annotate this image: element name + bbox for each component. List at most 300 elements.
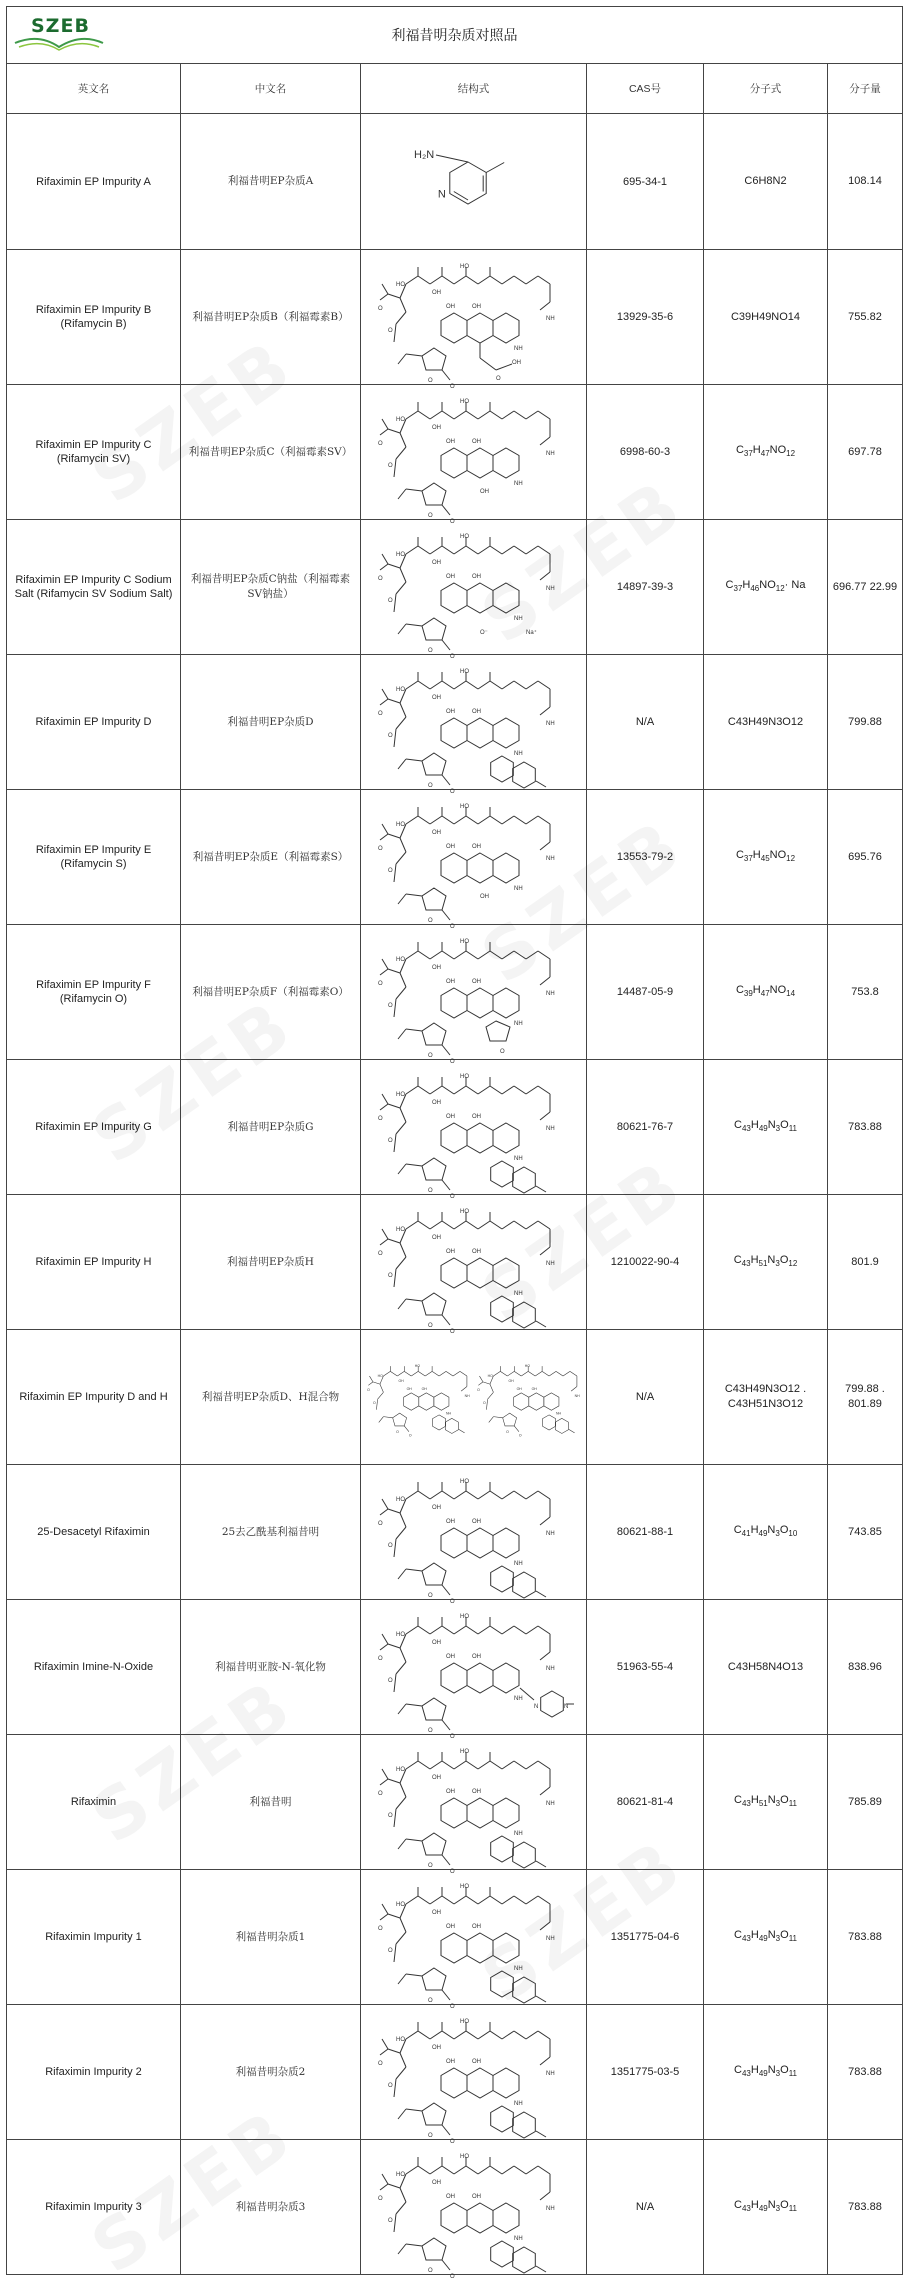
- logo-text: SZEB: [31, 15, 90, 37]
- svg-text:NH: NH: [513, 751, 523, 757]
- chemical-structure-drawing: [366, 1737, 582, 1875]
- formula-text: $C_{43}H_{49}N_3O_{11}$: [734, 2198, 797, 2214]
- chemical-structure-drawing: [366, 117, 582, 247]
- structure-cell: [361, 790, 587, 930]
- english-name-cell: Rifaximin EP Impurity H: [7, 1195, 181, 1330]
- chemical-structure-drawing: [366, 1197, 582, 1335]
- molecular-weight-cell: 755.82: [828, 250, 903, 385]
- svg-text:O: O: [449, 789, 455, 795]
- svg-text:OH: OH: [479, 894, 489, 900]
- svg-text:HO: HO: [459, 2019, 469, 2025]
- svg-text:O: O: [427, 1863, 433, 1869]
- chinese-name-cell: 利福昔明杂质1: [181, 1870, 361, 2005]
- svg-text:HO: HO: [395, 1497, 405, 1503]
- chemical-structure-drawing: [366, 792, 582, 930]
- structure-cell: [361, 1870, 587, 2010]
- table-row: [7, 1060, 903, 1195]
- svg-text:O: O: [377, 711, 383, 717]
- svg-text:O: O: [408, 1433, 412, 1438]
- chinese-name-cell: 利福昔明EP杂质B（利福霉素B）: [181, 250, 361, 385]
- svg-text:OH: OH: [431, 1640, 441, 1646]
- formula-text: $C_{43}H_{49}N_3O_{11}$: [734, 1928, 797, 1944]
- svg-text:O: O: [387, 868, 393, 874]
- chemical-structure-drawing: [366, 252, 582, 390]
- table-row: [7, 250, 903, 385]
- english-name-cell: Rifaximin EP Impurity D and H: [7, 1330, 181, 1465]
- english-name-cell: Rifaximin EP Impurity G: [7, 1060, 181, 1195]
- svg-text:O: O: [449, 2139, 455, 2145]
- header-formula: 分子式: [704, 64, 828, 114]
- svg-text:O: O: [427, 513, 433, 519]
- svg-text:O: O: [449, 2274, 455, 2280]
- molecular-formula-cell: [704, 1735, 828, 1870]
- svg-text:OH: OH: [507, 1378, 514, 1383]
- svg-text:OH: OH: [471, 1654, 481, 1660]
- svg-text:NH: NH: [513, 481, 523, 487]
- svg-text:OH: OH: [431, 290, 441, 296]
- svg-text:OH: OH: [445, 979, 455, 985]
- chemical-structure-drawing: [366, 1062, 582, 1200]
- svg-text:O: O: [518, 1433, 522, 1438]
- svg-text:O: O: [427, 2268, 433, 2274]
- document-sheet: [6, 6, 902, 2280]
- svg-text:O: O: [387, 1273, 393, 1279]
- cas-number-cell: 1210022-90-4: [587, 1195, 704, 1330]
- svg-text:NH: NH: [445, 1411, 451, 1416]
- header-english-name: 英文名: [7, 64, 181, 114]
- chemical-structure-drawing: [366, 2142, 582, 2280]
- svg-text:O: O: [377, 1116, 383, 1122]
- svg-text:NH: NH: [513, 2101, 523, 2107]
- molecular-weight-cell: 799.88: [828, 655, 903, 790]
- svg-text:O: O: [377, 441, 383, 447]
- svg-text:O: O: [495, 376, 501, 382]
- svg-text:NH: NH: [513, 1966, 523, 1972]
- formula-text: C43H49N3O12: [727, 715, 804, 728]
- chinese-name-cell: 25去乙酰基利福昔明: [181, 1465, 361, 1600]
- svg-text:OH: OH: [471, 1519, 481, 1525]
- svg-text:O: O: [427, 1728, 433, 1734]
- structure-cell: [361, 385, 587, 525]
- title-cell: [7, 7, 903, 64]
- svg-text:NH: NH: [555, 1411, 561, 1416]
- molecular-weight-cell: 697.78: [828, 385, 903, 520]
- svg-text:HO: HO: [395, 822, 405, 828]
- svg-text:O: O: [427, 1188, 433, 1194]
- molecular-formula-cell: [704, 1870, 828, 2005]
- svg-text:OH: OH: [431, 1505, 441, 1511]
- svg-text:NH: NH: [545, 451, 555, 457]
- svg-text:O: O: [366, 1388, 370, 1393]
- molecular-formula-cell: [704, 925, 828, 1060]
- cas-number-cell: 1351775-03-5: [587, 2005, 704, 2140]
- svg-text:O⁻: O⁻: [479, 630, 488, 636]
- svg-text:O: O: [387, 463, 393, 469]
- svg-text:HO: HO: [395, 552, 405, 558]
- svg-text:OH: OH: [471, 1924, 481, 1930]
- svg-text:OH: OH: [445, 1654, 455, 1660]
- svg-text:HO: HO: [459, 1074, 469, 1080]
- cas-number-cell: 14487-05-9: [587, 925, 704, 1060]
- svg-text:O: O: [499, 1049, 505, 1055]
- molecular-weight-cell: 743.85: [828, 1465, 903, 1600]
- english-name-cell: Rifaximin Impurity 3: [7, 2140, 181, 2275]
- svg-text:OH: OH: [431, 1235, 441, 1241]
- svg-text:O: O: [377, 1656, 383, 1662]
- svg-text:OH: OH: [471, 304, 481, 310]
- cas-number-cell: 1351775-04-6: [587, 1870, 704, 2005]
- svg-text:O: O: [449, 1869, 455, 1875]
- svg-text:O: O: [387, 2218, 393, 2224]
- svg-text:O: O: [377, 1521, 383, 1527]
- svg-text:HO: HO: [459, 669, 469, 675]
- molecular-weight-cell: 783.88: [828, 2140, 903, 2275]
- svg-text:O: O: [427, 2133, 433, 2139]
- svg-text:OH: OH: [471, 1249, 481, 1255]
- reference-standards-table: [6, 6, 903, 2280]
- svg-text:OH: OH: [431, 560, 441, 566]
- svg-text:OH: OH: [471, 439, 481, 445]
- svg-text:OH: OH: [431, 2180, 441, 2186]
- svg-text:O: O: [449, 1059, 455, 1065]
- chemical-structure-drawing: [366, 927, 582, 1065]
- chinese-name-cell: 利福昔明EP杂质C钠盐（利福霉素SV钠盐）: [181, 520, 361, 655]
- structure-cell: [361, 1195, 587, 1335]
- svg-text:O: O: [395, 1429, 399, 1434]
- svg-text:OH: OH: [445, 1924, 455, 1930]
- svg-text:OH: OH: [471, 844, 481, 850]
- cas-number-cell: 80621-76-7: [587, 1060, 704, 1195]
- cas-number-cell: 80621-81-4: [587, 1735, 704, 1870]
- molecular-weight-cell: 783.88: [828, 2005, 903, 2140]
- formula-text: $C_{43}H_{51}N_3O_{12}$: [733, 1253, 798, 1269]
- table-row: [7, 1330, 903, 1465]
- svg-text:OH: OH: [445, 1249, 455, 1255]
- page-title: 利福昔明杂质对照品: [391, 28, 518, 44]
- svg-text:OH: OH: [431, 830, 441, 836]
- header-chinese-name: 中文名: [181, 64, 361, 114]
- svg-text:HO: HO: [524, 1363, 530, 1368]
- svg-text:NH: NH: [513, 1561, 523, 1567]
- formula-text: C39H49NO14: [730, 310, 801, 323]
- svg-text:O: O: [505, 1429, 509, 1434]
- molecular-weight-cell: 108.14: [828, 114, 903, 250]
- english-name-cell: Rifaximin Impurity 2: [7, 2005, 181, 2140]
- svg-text:HO: HO: [459, 399, 469, 405]
- molecular-weight-cell: 785.89: [828, 1735, 903, 1870]
- svg-text:HO: HO: [395, 957, 405, 963]
- table-row: [7, 520, 903, 655]
- svg-text:NH: NH: [545, 856, 555, 862]
- svg-text:HO: HO: [459, 1749, 469, 1755]
- svg-text:O: O: [377, 981, 383, 987]
- svg-text:O: O: [427, 1323, 433, 1329]
- table-row: [7, 385, 903, 520]
- table-row: [7, 114, 903, 250]
- cas-number-cell: N/A: [587, 1330, 704, 1465]
- header-cas: CAS号: [587, 64, 704, 114]
- svg-text:NH: NH: [545, 1126, 555, 1132]
- molecular-formula-cell: [704, 1330, 828, 1465]
- svg-text:NH: NH: [545, 1531, 555, 1537]
- svg-text:NH: NH: [545, 586, 555, 592]
- table-row: [7, 1600, 903, 1735]
- svg-text:OH: OH: [445, 304, 455, 310]
- svg-text:O: O: [387, 1678, 393, 1684]
- chemical-structure-drawing: [366, 387, 582, 525]
- svg-text:HO: HO: [459, 1479, 469, 1485]
- svg-text:HO: HO: [395, 1092, 405, 1098]
- svg-text:NH: NH: [545, 991, 555, 997]
- svg-text:OH: OH: [397, 1378, 404, 1383]
- svg-text:O: O: [449, 1329, 455, 1335]
- chinese-name-cell: 利福昔明EP杂质D: [181, 655, 361, 790]
- chinese-name-cell: 利福昔明EP杂质E（利福霉素S）: [181, 790, 361, 925]
- molecular-formula-cell: [704, 1060, 828, 1195]
- molecular-weight-cell: 695.76: [828, 790, 903, 925]
- svg-text:NH: NH: [513, 1021, 523, 1027]
- table-row: [7, 1735, 903, 1870]
- cas-number-cell: 6998-60-3: [587, 385, 704, 520]
- chemical-structure-drawing: [366, 657, 582, 795]
- svg-text:NH: NH: [464, 1393, 470, 1398]
- svg-text:HO: HO: [395, 2037, 405, 2043]
- svg-text:NH: NH: [513, 886, 523, 892]
- chinese-name-cell: 利福昔明EP杂质C（利福霉素SV）: [181, 385, 361, 520]
- svg-text:OH: OH: [431, 695, 441, 701]
- svg-text:OH: OH: [421, 1386, 427, 1391]
- svg-text:O: O: [427, 1593, 433, 1599]
- english-name-cell: Rifaximin EP Impurity E (Rifamycin S): [7, 790, 181, 925]
- svg-text:NH: NH: [513, 1291, 523, 1297]
- svg-text:O: O: [449, 2004, 455, 2010]
- svg-text:HO: HO: [395, 1632, 405, 1638]
- molecular-weight-cell: 838.96: [828, 1600, 903, 1735]
- svg-text:HO: HO: [395, 417, 405, 423]
- svg-text:Na⁺: Na⁺: [525, 630, 537, 636]
- svg-text:NH: NH: [513, 346, 523, 352]
- formula-text: $C_{39}H_{47}NO_{14}$: [735, 983, 796, 999]
- english-name-cell: Rifaximin Imine-N-Oxide: [7, 1600, 181, 1735]
- svg-text:OH: OH: [516, 1386, 522, 1391]
- brand-logo: [11, 9, 107, 53]
- svg-text:HO: HO: [459, 534, 469, 540]
- chinese-name-cell: 利福昔明杂质2: [181, 2005, 361, 2140]
- svg-text:HO: HO: [459, 264, 469, 270]
- svg-text:HO: HO: [395, 282, 405, 288]
- table-row: [7, 655, 903, 790]
- svg-text:HO: HO: [459, 1884, 469, 1890]
- svg-text:O: O: [372, 1400, 376, 1405]
- formula-text: $C_{43}H_{49}N_3O_{11}$: [734, 2063, 797, 2079]
- svg-text:NH: NH: [545, 316, 555, 322]
- svg-text:OH: OH: [445, 574, 455, 580]
- svg-text:O: O: [427, 378, 433, 384]
- table-body: [7, 114, 903, 2280]
- svg-text:O: O: [387, 1948, 393, 1954]
- svg-text:OH: OH: [445, 1519, 455, 1525]
- formula-text: $C_{41}H_{49}N_3O_{10}$: [733, 1523, 798, 1539]
- svg-text:NH: NH: [513, 1831, 523, 1837]
- svg-text:O: O: [387, 598, 393, 604]
- svg-text:O: O: [449, 519, 455, 525]
- svg-text:NH: NH: [545, 1801, 555, 1807]
- svg-text:HO: HO: [377, 1374, 383, 1379]
- cas-number-cell: 80621-88-1: [587, 1465, 704, 1600]
- svg-text:O: O: [387, 733, 393, 739]
- molecular-formula-cell: [704, 790, 828, 925]
- molecular-weight-cell: 753.8: [828, 925, 903, 1060]
- svg-text:OH: OH: [471, 1114, 481, 1120]
- svg-text:O: O: [377, 576, 383, 582]
- svg-text:O: O: [387, 1138, 393, 1144]
- table-row: [7, 1195, 903, 1330]
- svg-text:OH: OH: [431, 965, 441, 971]
- cas-number-cell: 13553-79-2: [587, 790, 704, 925]
- english-name-cell: Rifaximin EP Impurity B (Rifamycin B): [7, 250, 181, 385]
- svg-text:NH: NH: [513, 616, 523, 622]
- svg-text:HO: HO: [459, 1209, 469, 1215]
- header-mw: 分子量: [828, 64, 903, 114]
- svg-text:OH: OH: [431, 1100, 441, 1106]
- svg-text:NH: NH: [513, 1696, 523, 1702]
- svg-text:OH: OH: [531, 1386, 537, 1391]
- chinese-name-cell: 利福昔明EP杂质A: [181, 114, 361, 250]
- svg-text:OH: OH: [406, 1386, 412, 1391]
- molecular-weight-cell: 799.88 . 801.89: [828, 1330, 903, 1465]
- svg-text:OH: OH: [445, 2059, 455, 2065]
- chemical-structure-drawing: [366, 1872, 582, 2010]
- english-name-cell: 25-Desacetyl Rifaximin: [7, 1465, 181, 1600]
- svg-text:HO: HO: [395, 1227, 405, 1233]
- svg-text:HO: HO: [487, 1374, 493, 1379]
- svg-text:O: O: [427, 1998, 433, 2004]
- svg-text:O: O: [449, 1734, 455, 1740]
- svg-text:O: O: [377, 846, 383, 852]
- svg-text:O: O: [377, 1926, 383, 1932]
- structure-cell: [361, 1330, 587, 1465]
- chemical-structure-drawing: [366, 1602, 582, 1740]
- svg-text:OH: OH: [445, 1114, 455, 1120]
- structure-cell: [361, 1735, 587, 1875]
- svg-text:O: O: [387, 328, 393, 334]
- svg-text:O: O: [449, 1599, 455, 1605]
- svg-text:HO: HO: [414, 1363, 420, 1368]
- svg-text:OH: OH: [471, 1789, 481, 1795]
- svg-text:H₂N: H₂N: [413, 148, 434, 161]
- svg-text:OH: OH: [471, 2059, 481, 2065]
- svg-text:NH: NH: [545, 2206, 555, 2212]
- english-name-cell: Rifaximin: [7, 1735, 181, 1870]
- svg-text:O: O: [387, 2083, 393, 2089]
- molecular-formula-cell: [704, 655, 828, 790]
- chemical-structure-drawing: [366, 1467, 582, 1605]
- cas-number-cell: 695-34-1: [587, 114, 704, 250]
- table-row: [7, 925, 903, 1060]
- chinese-name-cell: 利福昔明EP杂质F（利福霉素O）: [181, 925, 361, 1060]
- svg-text:O: O: [377, 2061, 383, 2067]
- svg-text:HO: HO: [459, 1614, 469, 1620]
- cas-number-cell: 13929-35-6: [587, 250, 704, 385]
- structure-cell: [361, 2140, 587, 2280]
- svg-text:HO: HO: [459, 804, 469, 810]
- svg-text:O: O: [387, 1543, 393, 1549]
- formula-text: $C_{37}H_{47}NO_{12}$: [735, 443, 796, 459]
- svg-text:OH: OH: [445, 709, 455, 715]
- table-row: [7, 1870, 903, 2005]
- formula-text: C6H8N2: [744, 175, 787, 187]
- svg-text:HO: HO: [459, 939, 469, 945]
- structure-cell: [361, 1600, 587, 1740]
- chinese-name-cell: 利福昔明EP杂质G: [181, 1060, 361, 1195]
- svg-text:O: O: [377, 306, 383, 312]
- structure-cell: [361, 520, 587, 660]
- english-name-cell: Rifaximin EP Impurity D: [7, 655, 181, 790]
- svg-text:O: O: [427, 783, 433, 789]
- structure-cell: [361, 925, 587, 1065]
- svg-text:OH: OH: [431, 2045, 441, 2051]
- chinese-name-cell: 利福昔明亚胺-N-氧化物: [181, 1600, 361, 1735]
- structure-cell: [361, 655, 587, 795]
- svg-text:NH: NH: [545, 1936, 555, 1942]
- svg-text:O: O: [427, 1053, 433, 1059]
- svg-text:NH: NH: [513, 1156, 523, 1162]
- cas-number-cell: 14897-39-3: [587, 520, 704, 655]
- molecular-formula-cell: [704, 1600, 828, 1735]
- svg-text:OH: OH: [431, 1910, 441, 1916]
- svg-text:OH: OH: [445, 2194, 455, 2200]
- cas-number-cell: N/A: [587, 655, 704, 790]
- svg-text:OH: OH: [479, 489, 489, 495]
- table-row: [7, 1465, 903, 1600]
- svg-text:O: O: [476, 1388, 480, 1393]
- svg-text:HO: HO: [395, 1767, 405, 1773]
- molecular-weight-cell: 783.88: [828, 1870, 903, 2005]
- structure-cell: [361, 114, 587, 250]
- svg-text:O: O: [377, 1251, 383, 1257]
- formula-text: C43H49N3O12 . C43H51N3O12: [724, 1383, 807, 1410]
- english-name-cell: Rifaximin EP Impurity C Sodium Salt (Rifamycin SV Sodium Salt): [7, 520, 181, 655]
- svg-text:NH: NH: [545, 1666, 555, 1672]
- svg-text:O: O: [387, 1813, 393, 1819]
- svg-text:OH: OH: [445, 439, 455, 445]
- table-row: [7, 2005, 903, 2140]
- formula-text: C43H58N4O13: [727, 1660, 804, 1673]
- svg-text:OH: OH: [445, 1789, 455, 1795]
- svg-text:NH: NH: [545, 2071, 555, 2077]
- chemical-structure-drawing: [366, 1332, 582, 1462]
- english-name-cell: Rifaximin EP Impurity C (Rifamycin SV): [7, 385, 181, 520]
- svg-text:HO: HO: [395, 687, 405, 693]
- molecular-formula-cell: [704, 2140, 828, 2275]
- table-row: [7, 790, 903, 925]
- english-name-cell: Rifaximin EP Impurity F (Rifamycin O): [7, 925, 181, 1060]
- molecular-formula-cell: [704, 1195, 828, 1330]
- molecular-weight-cell: 696.77 22.99: [828, 520, 903, 655]
- chinese-name-cell: 利福昔明EP杂质D、H混合物: [181, 1330, 361, 1465]
- svg-text:O: O: [449, 654, 455, 660]
- svg-text:OH: OH: [471, 2194, 481, 2200]
- svg-text:HO: HO: [395, 2172, 405, 2178]
- svg-text:O: O: [387, 1003, 393, 1009]
- svg-text:OH: OH: [471, 709, 481, 715]
- svg-text:OH: OH: [471, 979, 481, 985]
- svg-text:N: N: [533, 1704, 538, 1710]
- svg-text:OH: OH: [471, 574, 481, 580]
- svg-text:O: O: [449, 1194, 455, 1200]
- chemical-structure-drawing: [366, 522, 582, 660]
- molecular-weight-cell: 783.88: [828, 1060, 903, 1195]
